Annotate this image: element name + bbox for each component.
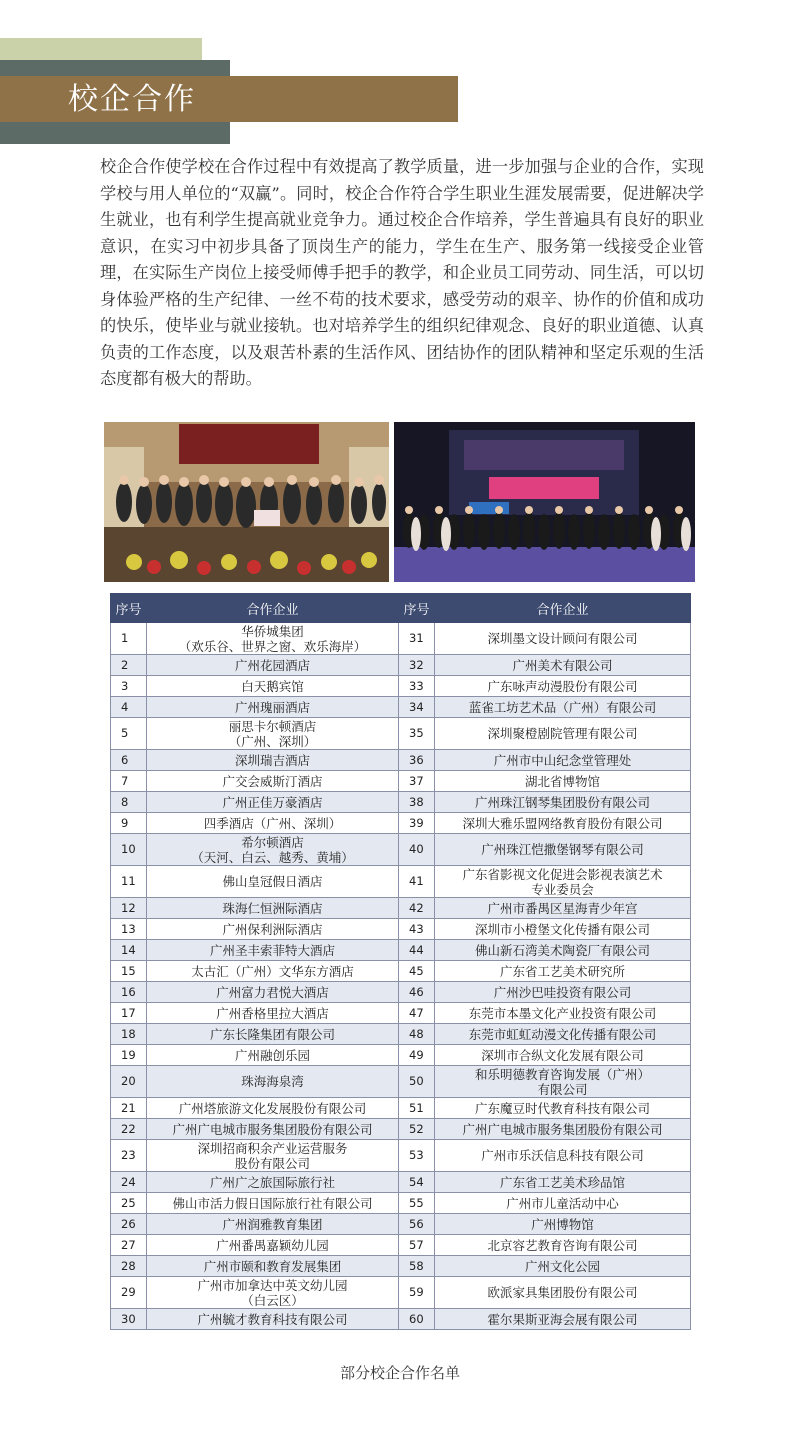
company-name: 丽思卡尔顿酒店 （广州、深圳） — [147, 718, 399, 750]
company-name: 东莞市本墨文化产业投资有限公司 — [435, 1003, 691, 1024]
seq-number: 35 — [399, 718, 435, 750]
seq-number: 60 — [399, 1309, 435, 1330]
header-band-dark-bottom — [0, 122, 230, 144]
photo-stage-performance — [394, 422, 695, 582]
table-row — [111, 866, 691, 898]
seq-number: 44 — [399, 940, 435, 961]
seq-number: 11 — [111, 866, 147, 898]
photo-stage-performance-image — [394, 422, 695, 582]
company-name: 欧派家具集团股份有限公司 — [435, 1277, 691, 1309]
company-name: 和乐明德教育咨询发展（广州） 有限公司 — [435, 1066, 691, 1098]
company-name: 深圳聚橙剧院管理有限公司 — [435, 718, 691, 750]
seq-number: 28 — [111, 1256, 147, 1277]
company-name: 广州富力君悦大酒店 — [147, 982, 399, 1003]
table-row — [111, 940, 691, 961]
seq-number: 48 — [399, 1024, 435, 1045]
company-name: 广州珠江恺撒堡钢琴有限公司 — [435, 834, 691, 866]
seq-number: 7 — [111, 771, 147, 792]
table-row — [111, 1066, 691, 1098]
company-name: 深圳大雅乐盟网络教育股份有限公司 — [435, 813, 691, 834]
table-caption: 部分校企合作名单 — [339, 1364, 460, 1382]
company-name: 广东魔豆时代教育科技有限公司 — [435, 1098, 691, 1119]
table-header-row — [111, 594, 691, 623]
table-row — [111, 919, 691, 940]
table-row — [111, 1235, 691, 1256]
section-title: 校企合作 — [68, 82, 196, 117]
company-name: 广州毓才教育科技有限公司 — [147, 1309, 399, 1330]
seq-number: 30 — [111, 1309, 147, 1330]
seq-number: 51 — [399, 1098, 435, 1119]
company-name: 广州博物馆 — [435, 1214, 691, 1235]
table-row — [111, 898, 691, 919]
table-row — [111, 1003, 691, 1024]
seq-number: 6 — [111, 750, 147, 771]
seq-number: 31 — [399, 623, 435, 655]
company-name: 广州广电城市服务集团股份有限公司 — [435, 1119, 691, 1140]
photo-signing-ceremony-image — [104, 422, 389, 582]
company-name: 珠海海泉湾 — [147, 1066, 399, 1098]
table-row — [111, 1277, 691, 1309]
company-name: 霍尔果斯亚海会展有限公司 — [435, 1309, 691, 1330]
partners-table — [110, 593, 691, 1330]
header-band-dark-top — [0, 60, 230, 76]
company-name: 广州正佳万豪酒店 — [147, 792, 399, 813]
company-name: 广东咏声动漫股份有限公司 — [435, 676, 691, 697]
seq-number: 43 — [399, 919, 435, 940]
company-name: 佛山新石湾美术陶瓷厂有限公司 — [435, 940, 691, 961]
company-name: 蓝雀工坊艺术品（广州）有限公司 — [435, 697, 691, 718]
company-name: 广州市颐和教育发展集团 — [147, 1256, 399, 1277]
seq-number: 10 — [111, 834, 147, 866]
seq-number: 38 — [399, 792, 435, 813]
header-seq-left: 序号 — [111, 594, 147, 623]
company-name: 广州市中山纪念堂管理处 — [435, 750, 691, 771]
table-row — [111, 718, 691, 750]
company-name: 广州沙巴哇投资有限公司 — [435, 982, 691, 1003]
seq-number: 19 — [111, 1045, 147, 1066]
seq-number: 41 — [399, 866, 435, 898]
seq-number: 26 — [111, 1214, 147, 1235]
photo-signing-ceremony — [104, 422, 389, 582]
seq-number: 46 — [399, 982, 435, 1003]
company-name: 佛山皇冠假日酒店 — [147, 866, 399, 898]
seq-number: 53 — [399, 1140, 435, 1172]
company-name: 四季酒店（广州、深圳） — [147, 813, 399, 834]
company-name: 广东长隆集团有限公司 — [147, 1024, 399, 1045]
seq-number: 34 — [399, 697, 435, 718]
seq-number: 14 — [111, 940, 147, 961]
seq-number: 49 — [399, 1045, 435, 1066]
company-name: 广州塔旅游文化发展股份有限公司 — [147, 1098, 399, 1119]
company-name: 广州市加拿达中英文幼儿园 （白云区） — [147, 1277, 399, 1309]
seq-number: 9 — [111, 813, 147, 834]
table-row — [111, 1045, 691, 1066]
seq-number: 18 — [111, 1024, 147, 1045]
company-name: 广州香格里拉大酒店 — [147, 1003, 399, 1024]
seq-number: 47 — [399, 1003, 435, 1024]
table-row — [111, 1309, 691, 1330]
seq-number: 22 — [111, 1119, 147, 1140]
seq-number: 5 — [111, 718, 147, 750]
table-row — [111, 1140, 691, 1172]
company-name: 广东省工艺美术珍品馆 — [435, 1172, 691, 1193]
company-name: 广州广电城市服务集团股份有限公司 — [147, 1119, 399, 1140]
intro-paragraph: 校企合作使学校在合作过程中有效提高了教学质量，进一步加强与企业的合作，实现学校与用人单位的“双赢”。同时，校企合作符合学生职业生涯发展需要，促进解决学生就业，也有利学生提高就业竞争力。通过校企合作培养，学生普遍具有良好的职业意识，在实习中初步具备了顶岗生产的能力，学生在生产、服务第一线接受企业管理，在实际生产岗位上接受师傅手把手的教学，和企业员工同劳动、同生活，可以切身体验严格的生产纪律、一丝不苟的技术要求，感受劳动的艰辛、协作的价值和成功的快乐，使毕业与就业接轨。也对培养学生的组织纪律观念、良好的职业道德、认真负责的工作态度，以及艰苦朴素的生活作风、团结协作的团队精神和坚定乐观的生活态度都有极大的帮助。 — [100, 157, 704, 388]
seq-number: 2 — [111, 655, 147, 676]
seq-number: 23 — [111, 1140, 147, 1172]
seq-number: 1 — [111, 623, 147, 655]
company-name: 广州保利洲际酒店 — [147, 919, 399, 940]
table-row — [111, 623, 691, 655]
table-row — [111, 792, 691, 813]
seq-number: 32 — [399, 655, 435, 676]
seq-number: 52 — [399, 1119, 435, 1140]
company-name: 广交会威斯汀酒店 — [147, 771, 399, 792]
company-name: 湖北省博物馆 — [435, 771, 691, 792]
company-name: 广州广之旅国际旅行社 — [147, 1172, 399, 1193]
company-name: 珠海仁恒洲际酒店 — [147, 898, 399, 919]
table-row — [111, 771, 691, 792]
company-name: 北京容艺教育咨询有限公司 — [435, 1235, 691, 1256]
company-name: 广东省工艺美术研究所 — [435, 961, 691, 982]
company-name: 华侨城集团 （欢乐谷、世界之窗、欢乐海岸） — [147, 623, 399, 655]
seq-number: 3 — [111, 676, 147, 697]
seq-number: 13 — [111, 919, 147, 940]
company-name: 太古汇（广州）文华东方酒店 — [147, 961, 399, 982]
company-name: 东莞市虹虹动漫文化传播有限公司 — [435, 1024, 691, 1045]
seq-number: 37 — [399, 771, 435, 792]
company-name: 广州瑰丽酒店 — [147, 697, 399, 718]
seq-number: 50 — [399, 1066, 435, 1098]
seq-number: 17 — [111, 1003, 147, 1024]
seq-number: 16 — [111, 982, 147, 1003]
table-row — [111, 1024, 691, 1045]
seq-number: 40 — [399, 834, 435, 866]
seq-number: 21 — [111, 1098, 147, 1119]
seq-number: 33 — [399, 676, 435, 697]
table-row — [111, 1172, 691, 1193]
seq-number: 57 — [399, 1235, 435, 1256]
seq-number: 59 — [399, 1277, 435, 1309]
company-name: 广州花园酒店 — [147, 655, 399, 676]
company-name: 广州美术有限公司 — [435, 655, 691, 676]
company-name: 广州市番禺区星海青少年宫 — [435, 898, 691, 919]
seq-number: 54 — [399, 1172, 435, 1193]
seq-number: 12 — [111, 898, 147, 919]
table-row — [111, 982, 691, 1003]
seq-number: 42 — [399, 898, 435, 919]
company-name: 深圳市合纵文化发展有限公司 — [435, 1045, 691, 1066]
company-name: 广州圣丰索菲特大酒店 — [147, 940, 399, 961]
company-name: 广东省影视文化促进会影视表演艺术 专业委员会 — [435, 866, 691, 898]
seq-number: 25 — [111, 1193, 147, 1214]
seq-number: 15 — [111, 961, 147, 982]
seq-number: 58 — [399, 1256, 435, 1277]
table-row — [111, 1098, 691, 1119]
table-row — [111, 655, 691, 676]
table-row — [111, 961, 691, 982]
seq-number: 4 — [111, 697, 147, 718]
company-name: 希尔顿酒店 （天河、白云、越秀、黄埔） — [147, 834, 399, 866]
header-company-right: 合作企业 — [435, 594, 691, 623]
company-name: 广州市儿童活动中心 — [435, 1193, 691, 1214]
seq-number: 39 — [399, 813, 435, 834]
seq-number: 24 — [111, 1172, 147, 1193]
company-name: 广州文化公园 — [435, 1256, 691, 1277]
seq-number: 56 — [399, 1214, 435, 1235]
table-row — [111, 1214, 691, 1235]
partners-table-body — [111, 623, 691, 1330]
table-row — [111, 834, 691, 866]
company-name: 广州珠江钢琴集团股份有限公司 — [435, 792, 691, 813]
company-name: 白天鹅宾馆 — [147, 676, 399, 697]
company-name: 广州市乐沃信息科技有限公司 — [435, 1140, 691, 1172]
company-name: 深圳瑞吉酒店 — [147, 750, 399, 771]
company-name: 深圳市小橙堡文化传播有限公司 — [435, 919, 691, 940]
seq-number: 55 — [399, 1193, 435, 1214]
table-row — [111, 1256, 691, 1277]
header-band-light — [0, 38, 202, 60]
seq-number: 8 — [111, 792, 147, 813]
company-name: 深圳招商积余产业运营服务 股份有限公司 — [147, 1140, 399, 1172]
table-row — [111, 697, 691, 718]
company-name: 深圳墨文设计顾问有限公司 — [435, 623, 691, 655]
company-name: 佛山市活力假日国际旅行社有限公司 — [147, 1193, 399, 1214]
table-row — [111, 813, 691, 834]
company-name: 广州融创乐园 — [147, 1045, 399, 1066]
seq-number: 20 — [111, 1066, 147, 1098]
table-row — [111, 750, 691, 771]
header-company-left: 合作企业 — [147, 594, 399, 623]
seq-number: 29 — [111, 1277, 147, 1309]
company-name: 广州润雅教育集团 — [147, 1214, 399, 1235]
table-row — [111, 1119, 691, 1140]
seq-number: 27 — [111, 1235, 147, 1256]
header-seq-right: 序号 — [399, 594, 435, 623]
seq-number: 45 — [399, 961, 435, 982]
table-row — [111, 676, 691, 697]
table-row — [111, 1193, 691, 1214]
seq-number: 36 — [399, 750, 435, 771]
company-name: 广州番禺嘉颖幼儿园 — [147, 1235, 399, 1256]
